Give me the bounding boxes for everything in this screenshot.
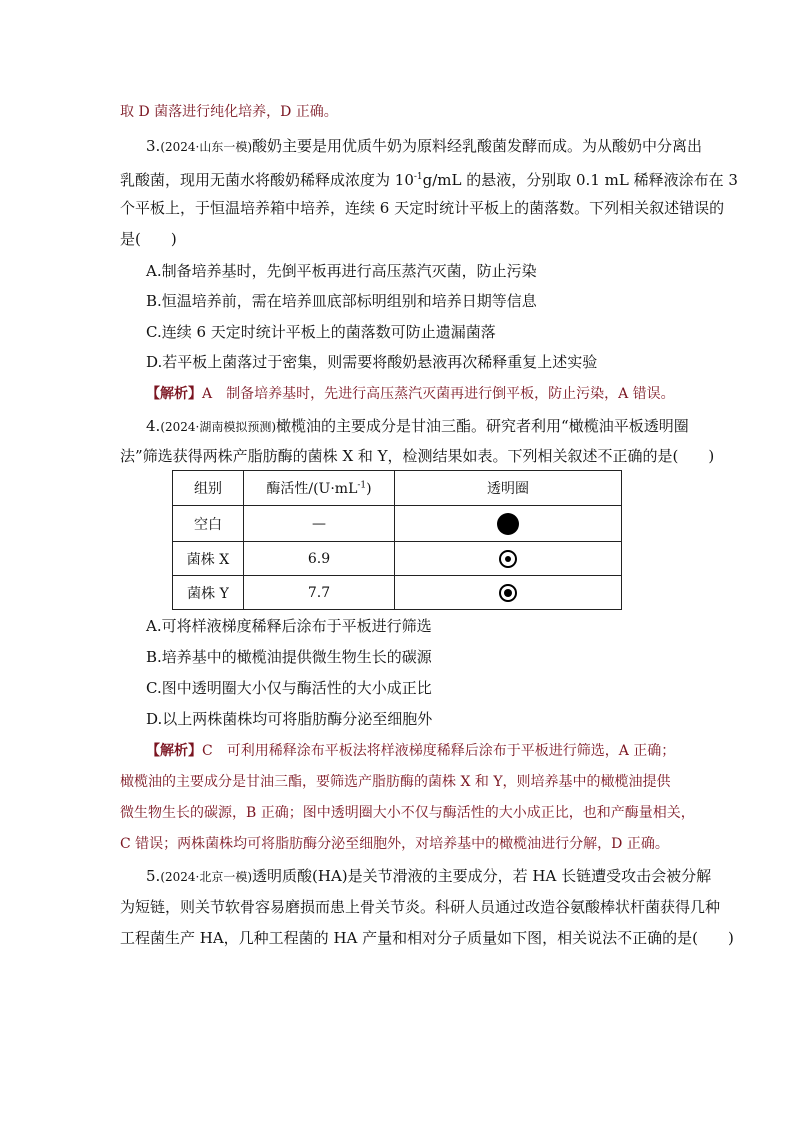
table-row: 菌株 Y 7.7: [173, 576, 622, 610]
question-4-number: 4.: [146, 417, 161, 435]
ring-large-dot-icon: [499, 584, 517, 602]
question-4-analysis-line-4: C 错误；两株菌株均可将脂肪酶分泌至细胞外，对培养基中的橄榄油进行分解，D 正确。: [120, 836, 669, 852]
question-4-option-d: D.以上两株菌株均可将脂肪酶分泌至细胞外: [146, 710, 433, 728]
previous-analysis-tail: 取 D 菌落进行纯化培养，D 正确。: [120, 104, 338, 120]
question-5-number: 5.: [146, 867, 161, 885]
table-row: 菌株 X 6.9: [173, 542, 622, 576]
ring-small-dot-icon: [499, 550, 517, 568]
table-header-halo: 透明圈: [395, 471, 622, 506]
question-4-option-b: B.培养基中的橄榄油提供微生物生长的碳源: [146, 648, 432, 666]
question-3-option-d: D.若平板上菌落过于密集，则需要将酸奶悬液再次稀释重复上述实验: [146, 353, 598, 371]
question-3-option-a: A.制备培养基时，先倒平板再进行高压蒸汽灭菌，防止污染: [146, 262, 537, 280]
analysis-tag: 【解析】: [146, 743, 202, 759]
question-5-line-3: 工程菌生产 HA，几种工程菌的 HA 产量和相对分子质量如下图，相关说法不正确的是( ): [120, 929, 734, 947]
analysis-tag: 【解析】: [146, 386, 202, 402]
table-header-group: 组别: [173, 471, 244, 506]
question-3-line-2: 乳酸菌，现用无菌水将酸奶稀释成浓度为 $10^{-1}g/mL$ 的悬液，分别取 0.1 mL 稀释液涂布在 3: [120, 171, 738, 189]
question-3-option-c: C.连续 6 天定时统计平板上的菌落数可防止遗漏菌落: [146, 323, 496, 341]
question-5-line-2: 为短链，则关节软骨容易磨损而患上骨关节炎。科研人员通过改造谷氨酸棒状杆菌获得几种: [120, 898, 721, 916]
results-table: [172, 470, 622, 610]
question-3-number: 3.: [146, 137, 161, 155]
question-3-analysis: 【解析】A 制备培养基时，先进行高压蒸汽灭菌再进行倒平板，防止污染，A 错误。: [146, 386, 675, 402]
question-4-option-a: A.可将样液梯度稀释后涂布于平板进行筛选: [146, 617, 432, 635]
question-4-option-c: C.图中透明圈大小仅与酶活性的大小成正比: [146, 679, 432, 697]
question-4-analysis-line-1: 【解析】C 可利用稀释涂布平板法将样液梯度稀释后涂布于平板进行筛选，A 正确；: [146, 743, 676, 759]
question-4-source: (2024·湖南模拟预测): [160, 420, 277, 434]
table-header-activity: 酶活性$/(U\cdot mL^{-1})$: [244, 471, 395, 506]
question-3-line-3: 个平板上，于恒温培养箱中培养，连续 6 天定时统计平板上的菌落数。下列相关叙述错误的: [120, 199, 725, 217]
question-4-analysis-line-2: 橄榄油的主要成分是甘油三酯，要筛选产脂肪酶的菌株 X 和 Y，则培养基中的橄榄油提供: [120, 774, 671, 790]
question-3-line-4: 是( ): [120, 230, 177, 248]
question-4-analysis-line-3: 微生物生长的碳源，B 正确；图中透明圈大小不仅与酶活性的大小成正比，也和产酶量相关，: [120, 805, 695, 821]
question-4-line-2: 法”筛选获得两株产脂肪酶的菌株 X 和 Y，检测结果如表。下列相关叙述不正确的是( ): [120, 447, 715, 465]
question-3-source: (2024·山东一模): [160, 140, 253, 154]
question-5-line-1: 5.(2024·北京一模)透明质酸(HA)是关节滑液的主要成分，若 HA 长链遭受攻击会被分解: [146, 867, 712, 885]
question-3-stem-1: 酸奶主要是用优质牛奶为原料经乳酸菌发酵而成。为从酸奶中分离出: [252, 137, 703, 155]
table-row: 空白 —: [173, 506, 622, 542]
question-3-line-1: [146, 136, 702, 157]
question-3-option-b: B.恒温培养前，需在培养皿底部标明组别和培养日期等信息: [146, 292, 537, 310]
question-4-line-1: 4.(2024·湖南模拟预测)橄榄油的主要成分是甘油三酯。研究者利用“橄榄油平板透明圈: [146, 417, 689, 435]
solid-circle-icon: [497, 513, 519, 535]
table-header-row: [173, 471, 622, 506]
question-5-source: (2024·北京一模): [160, 870, 253, 884]
